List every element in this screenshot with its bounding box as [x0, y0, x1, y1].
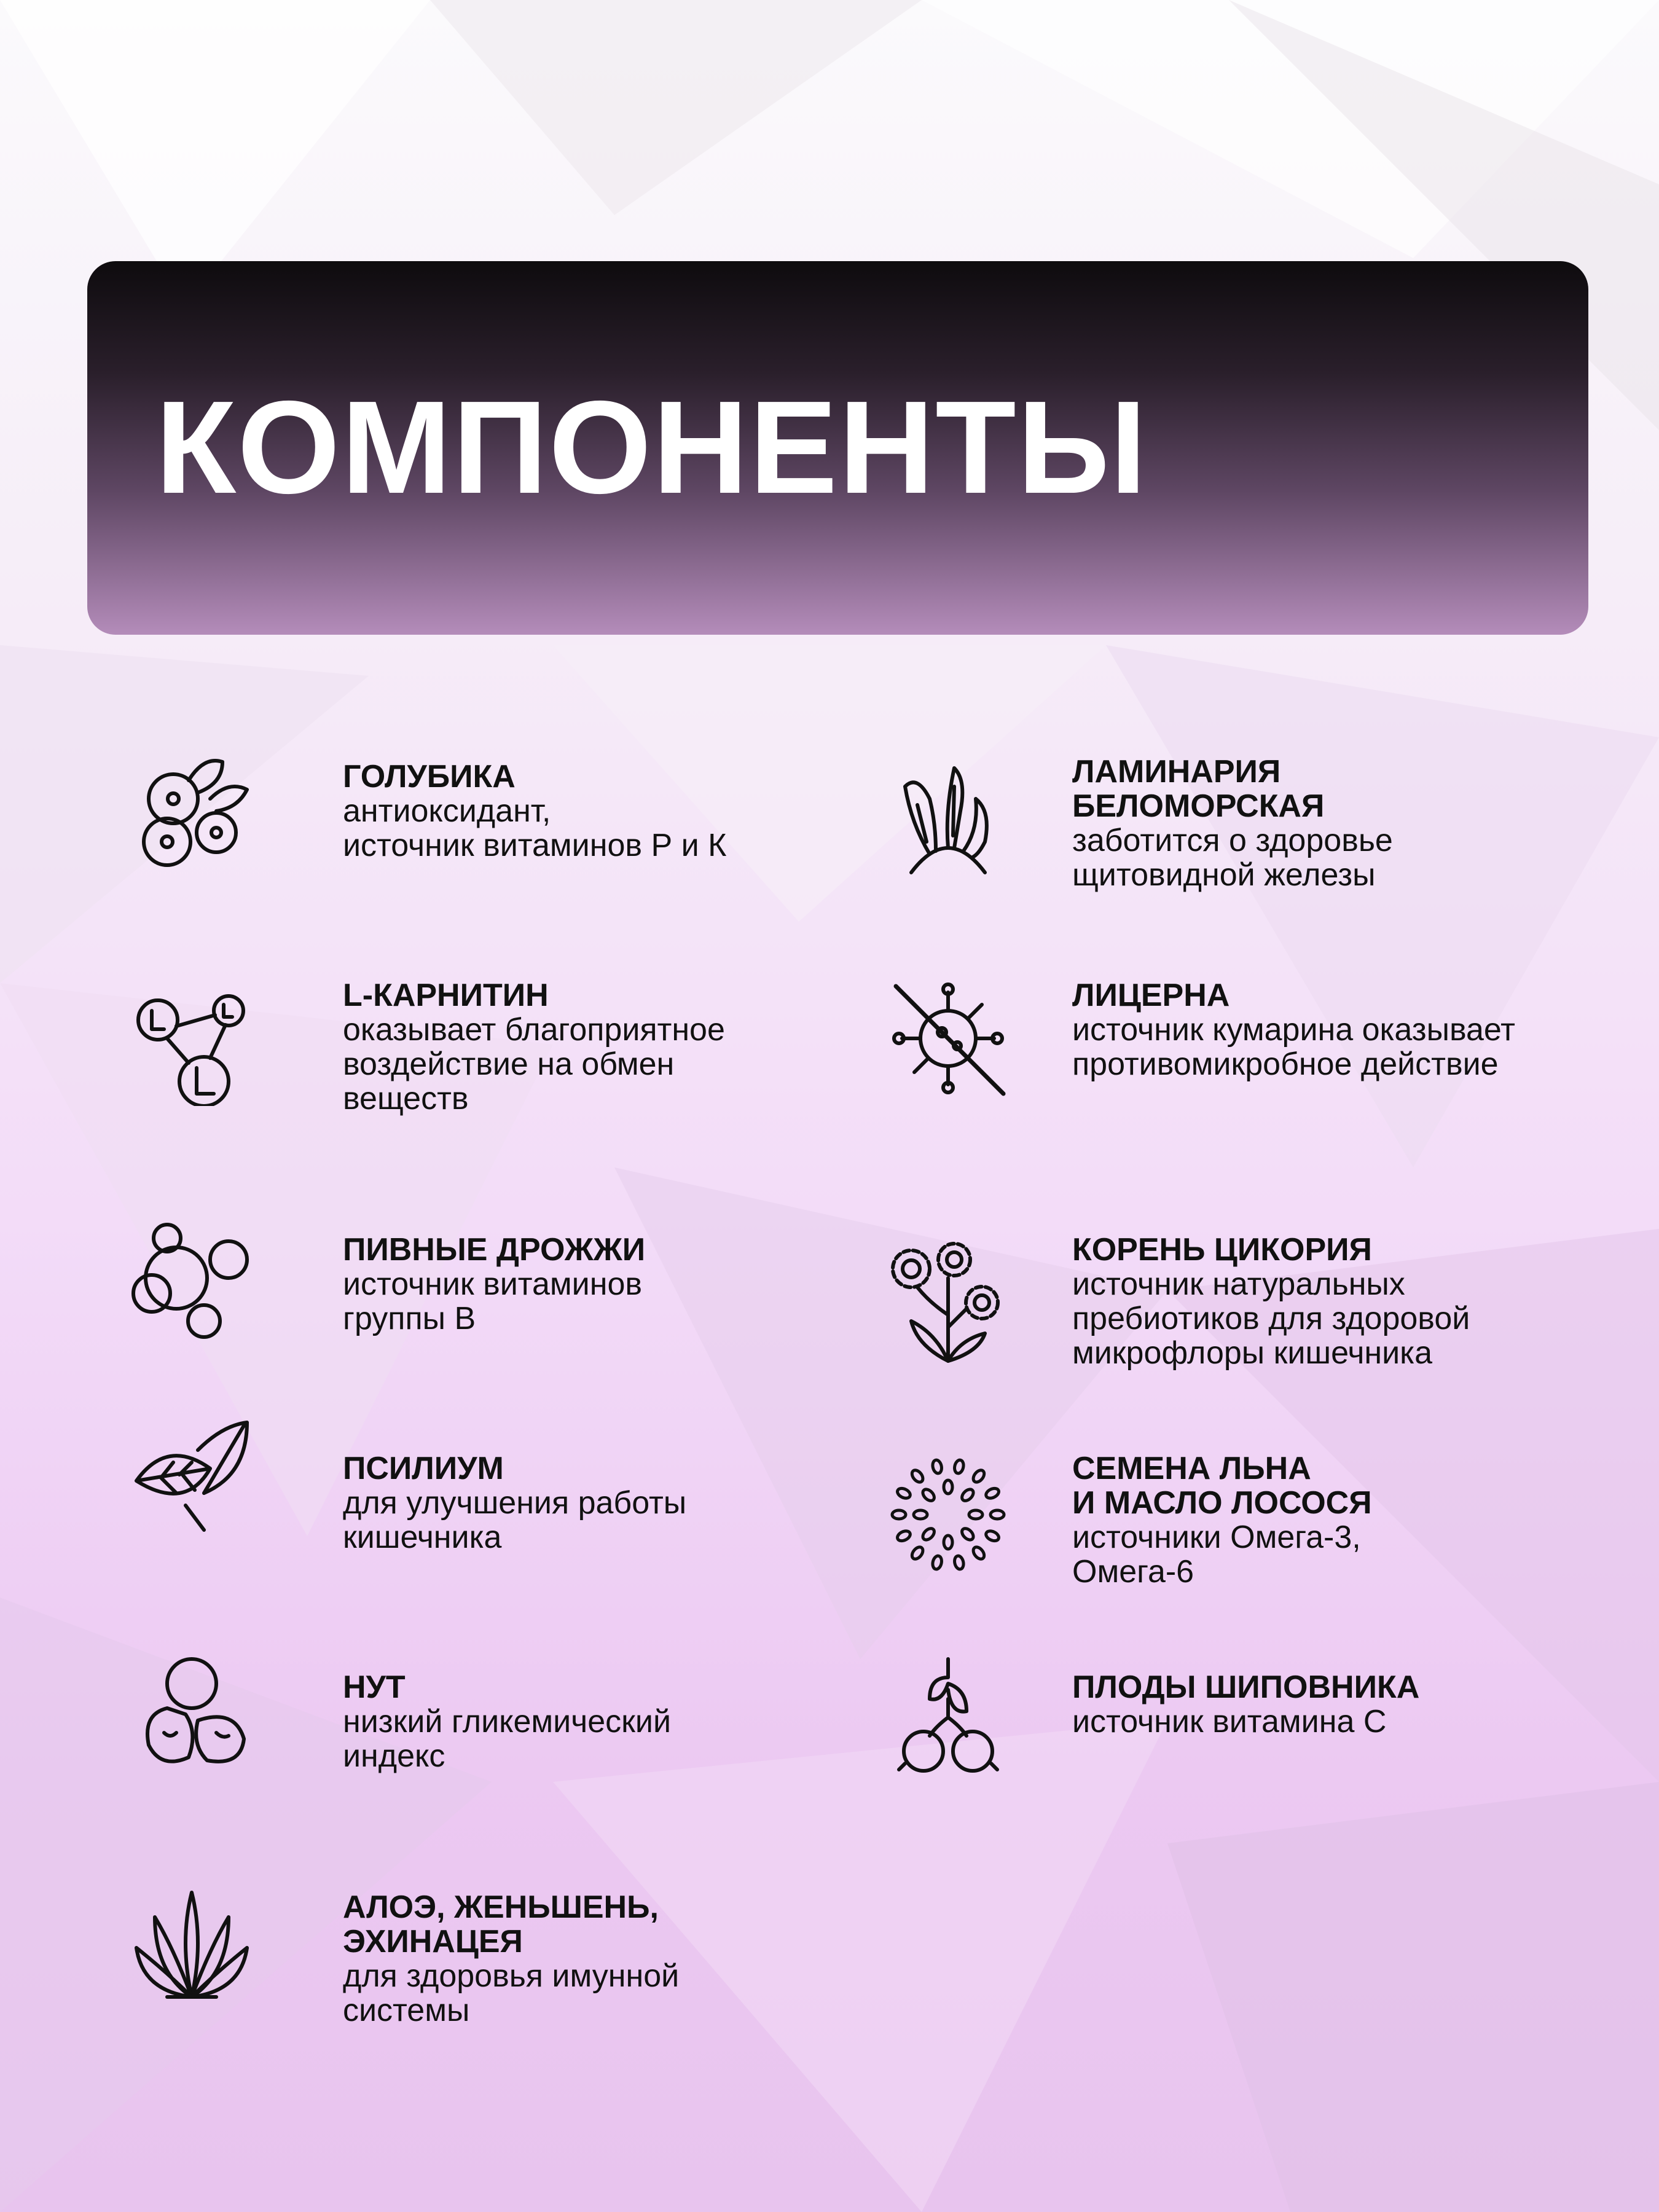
seed-mark: [960, 1526, 975, 1542]
ingredient-description: источник витаминов группы В: [343, 1266, 642, 1336]
seed-mark: [910, 1468, 925, 1484]
seeds-icon: [887, 1453, 1010, 1576]
seed-mark: [920, 1487, 936, 1502]
ingredient-description: антиоксидант, источник витаминов Р и К: [343, 793, 727, 863]
ingredient-name: ГОЛУБИКА: [343, 759, 516, 794]
aloe-icon: [130, 1880, 253, 2003]
seed-mark: [984, 1529, 1000, 1543]
seed-mark: [954, 1555, 965, 1571]
seed-mark: [960, 1487, 975, 1502]
ingredient-name: L-КАРНИТИН: [343, 978, 549, 1013]
ingredient-description: для улучшения работы кишечника: [343, 1485, 687, 1555]
ingredient-name: КОРЕНЬ ЦИКОРИЯ: [1072, 1232, 1372, 1268]
seed-mark: [984, 1486, 1000, 1500]
ingredient-description: источник кумарина оказывает противомикробное действие: [1072, 1012, 1515, 1082]
no-microbe-icon: [887, 977, 1010, 1100]
seed-mark: [914, 1510, 927, 1519]
seed-mark: [931, 1459, 943, 1475]
yeast-icon: [130, 1220, 253, 1343]
rosehip-icon: [887, 1653, 1010, 1776]
seed-mark: [969, 1510, 982, 1519]
ingredient-name: НУТ: [343, 1669, 406, 1705]
ingredient-description: низкий гликемический индекс: [343, 1704, 672, 1774]
ingredient-name: АЛОЭ, ЖЕНЬШЕНЬ, ЭХИНАЦЕЯ: [343, 1889, 659, 1959]
ingredient-description: источник витамина С: [1072, 1704, 1387, 1739]
seed-mark: [990, 1510, 1004, 1519]
blueberry-icon: [130, 750, 253, 873]
seed-mark: [920, 1526, 936, 1542]
seed-mark: [954, 1459, 965, 1475]
seaweed-icon: [887, 762, 1010, 885]
seed-mark: [896, 1529, 912, 1543]
ingredient-name: ЛИЦЕРНА: [1072, 978, 1230, 1013]
ingredient-name: ПСИЛИУМ: [343, 1451, 504, 1486]
ingredient-description: для здоровья имунной системы: [343, 1958, 680, 2028]
ingredient-description: заботится о здоровье щитовидной железы: [1072, 823, 1393, 893]
seed-mark: [971, 1545, 987, 1561]
ingredient-description: оказывает благоприятное воздействие на обмен веществ: [343, 1012, 725, 1116]
seed-mark: [944, 1480, 952, 1494]
molecule-l-icon: [130, 983, 253, 1106]
ingredient-name: ПИВНЫЕ ДРОЖЖИ: [343, 1232, 646, 1268]
seed-mark: [944, 1535, 952, 1549]
ingredient-name: ЛАМИНАРИЯ БЕЛОМОРСКАЯ: [1072, 754, 1325, 824]
seed-mark: [971, 1468, 987, 1484]
ingredient-description: источник натуральных пребиотиков для здоровой микрофлоры кишечника: [1072, 1266, 1470, 1371]
seed-mark: [892, 1510, 906, 1519]
chicory-flower-icon: [887, 1241, 1010, 1364]
seed-mark: [931, 1555, 943, 1571]
leaves-icon: [130, 1413, 253, 1536]
page-title: КОМПОНЕНТЫ: [155, 373, 1148, 521]
seed-mark: [896, 1486, 912, 1500]
ingredient-name: СЕМЕНА ЛЬНА И МАСЛО ЛОСОСЯ: [1072, 1451, 1372, 1521]
ingredient-name: ПЛОДЫ ШИПОВНИКА: [1072, 1669, 1420, 1705]
seed-mark: [910, 1545, 925, 1561]
ingredient-description: источники Омега-3, Омега-6: [1072, 1520, 1361, 1590]
chickpea-icon: [130, 1647, 253, 1770]
